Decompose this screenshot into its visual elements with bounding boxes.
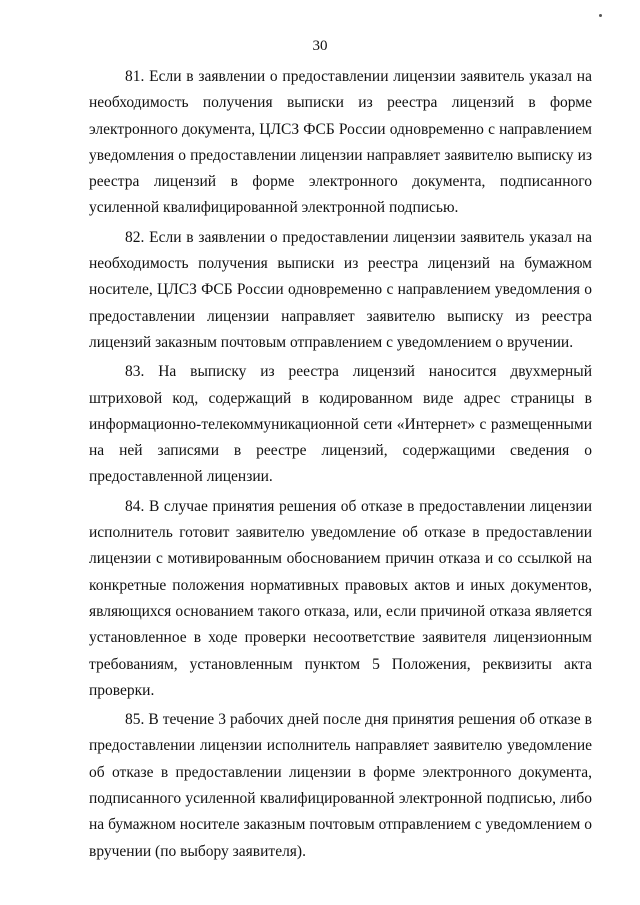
- paragraph-84: 84. В случае принятия решения об отказе в предоставлении лицензии исполнитель готовит заявителю уведомление об отказе в предоставлении лицензии с мотивированным обоснованием причин отказа и со ссылкой на конкретные положения нормативных правовых актов и иных документов, являющихся основанием такого отказа, или, если причиной отказа является установленное в ходе проверки несоответствие заявителя лицензионным требованиям, установленным пунктом 5 Положения, реквизиты акта проверки.: [89, 497, 592, 699]
- page-number: 30: [312, 38, 328, 54]
- paragraph-81: 81. Если в заявлении о предоставлении лицензии заявитель указал на необходимость получения выписки из реестра лицензий в форме электронного документа, ЦЛСЗ ФСБ России одновременно с направлением уведомления о предоставлении лицензии направляет заявителю выписку из реестра лицензий в форме электронного документа, подписанного усиленной квалифицированной электронной подписью.: [89, 68, 592, 217]
- paragraph-83: 83. На выписку из реестра лицензий наносится двухмерный штриховой код, содержащий в кодированном виде адрес страницы в информационно-телекоммуникационной сети «Интернет» с размещенными на ней записями в реестре лицензий, содержащими сведения о предоставленной лицензии.: [89, 363, 592, 486]
- document-body: [89, 64, 592, 868]
- scan-mark: [599, 14, 602, 17]
- paragraph-85: 85. В течение 3 рабочих дней после дня принятия решения об отказе в предоставлении лицензии исполнитель направляет заявителю уведомление об отказе в предоставлении лицензии в форме электронного документа, подписанного усиленной квалифицированной электронной подписью, либо на бумажном носителе заказным почтовым отправлением с уведомлением о вручении (по выбору заявителя).: [89, 711, 592, 860]
- paragraph-82: 82. Если в заявлении о предоставлении лицензии заявитель указал на необходимость получения выписки из реестра лицензий на бумажном носителе, ЦЛСЗ ФСБ России одновременно с направлением уведомления о предоставлении лицензии направляет заявителю выписку из реестра лицензий заказным почтовым отправлением с уведомлением о вручении.: [89, 228, 592, 351]
